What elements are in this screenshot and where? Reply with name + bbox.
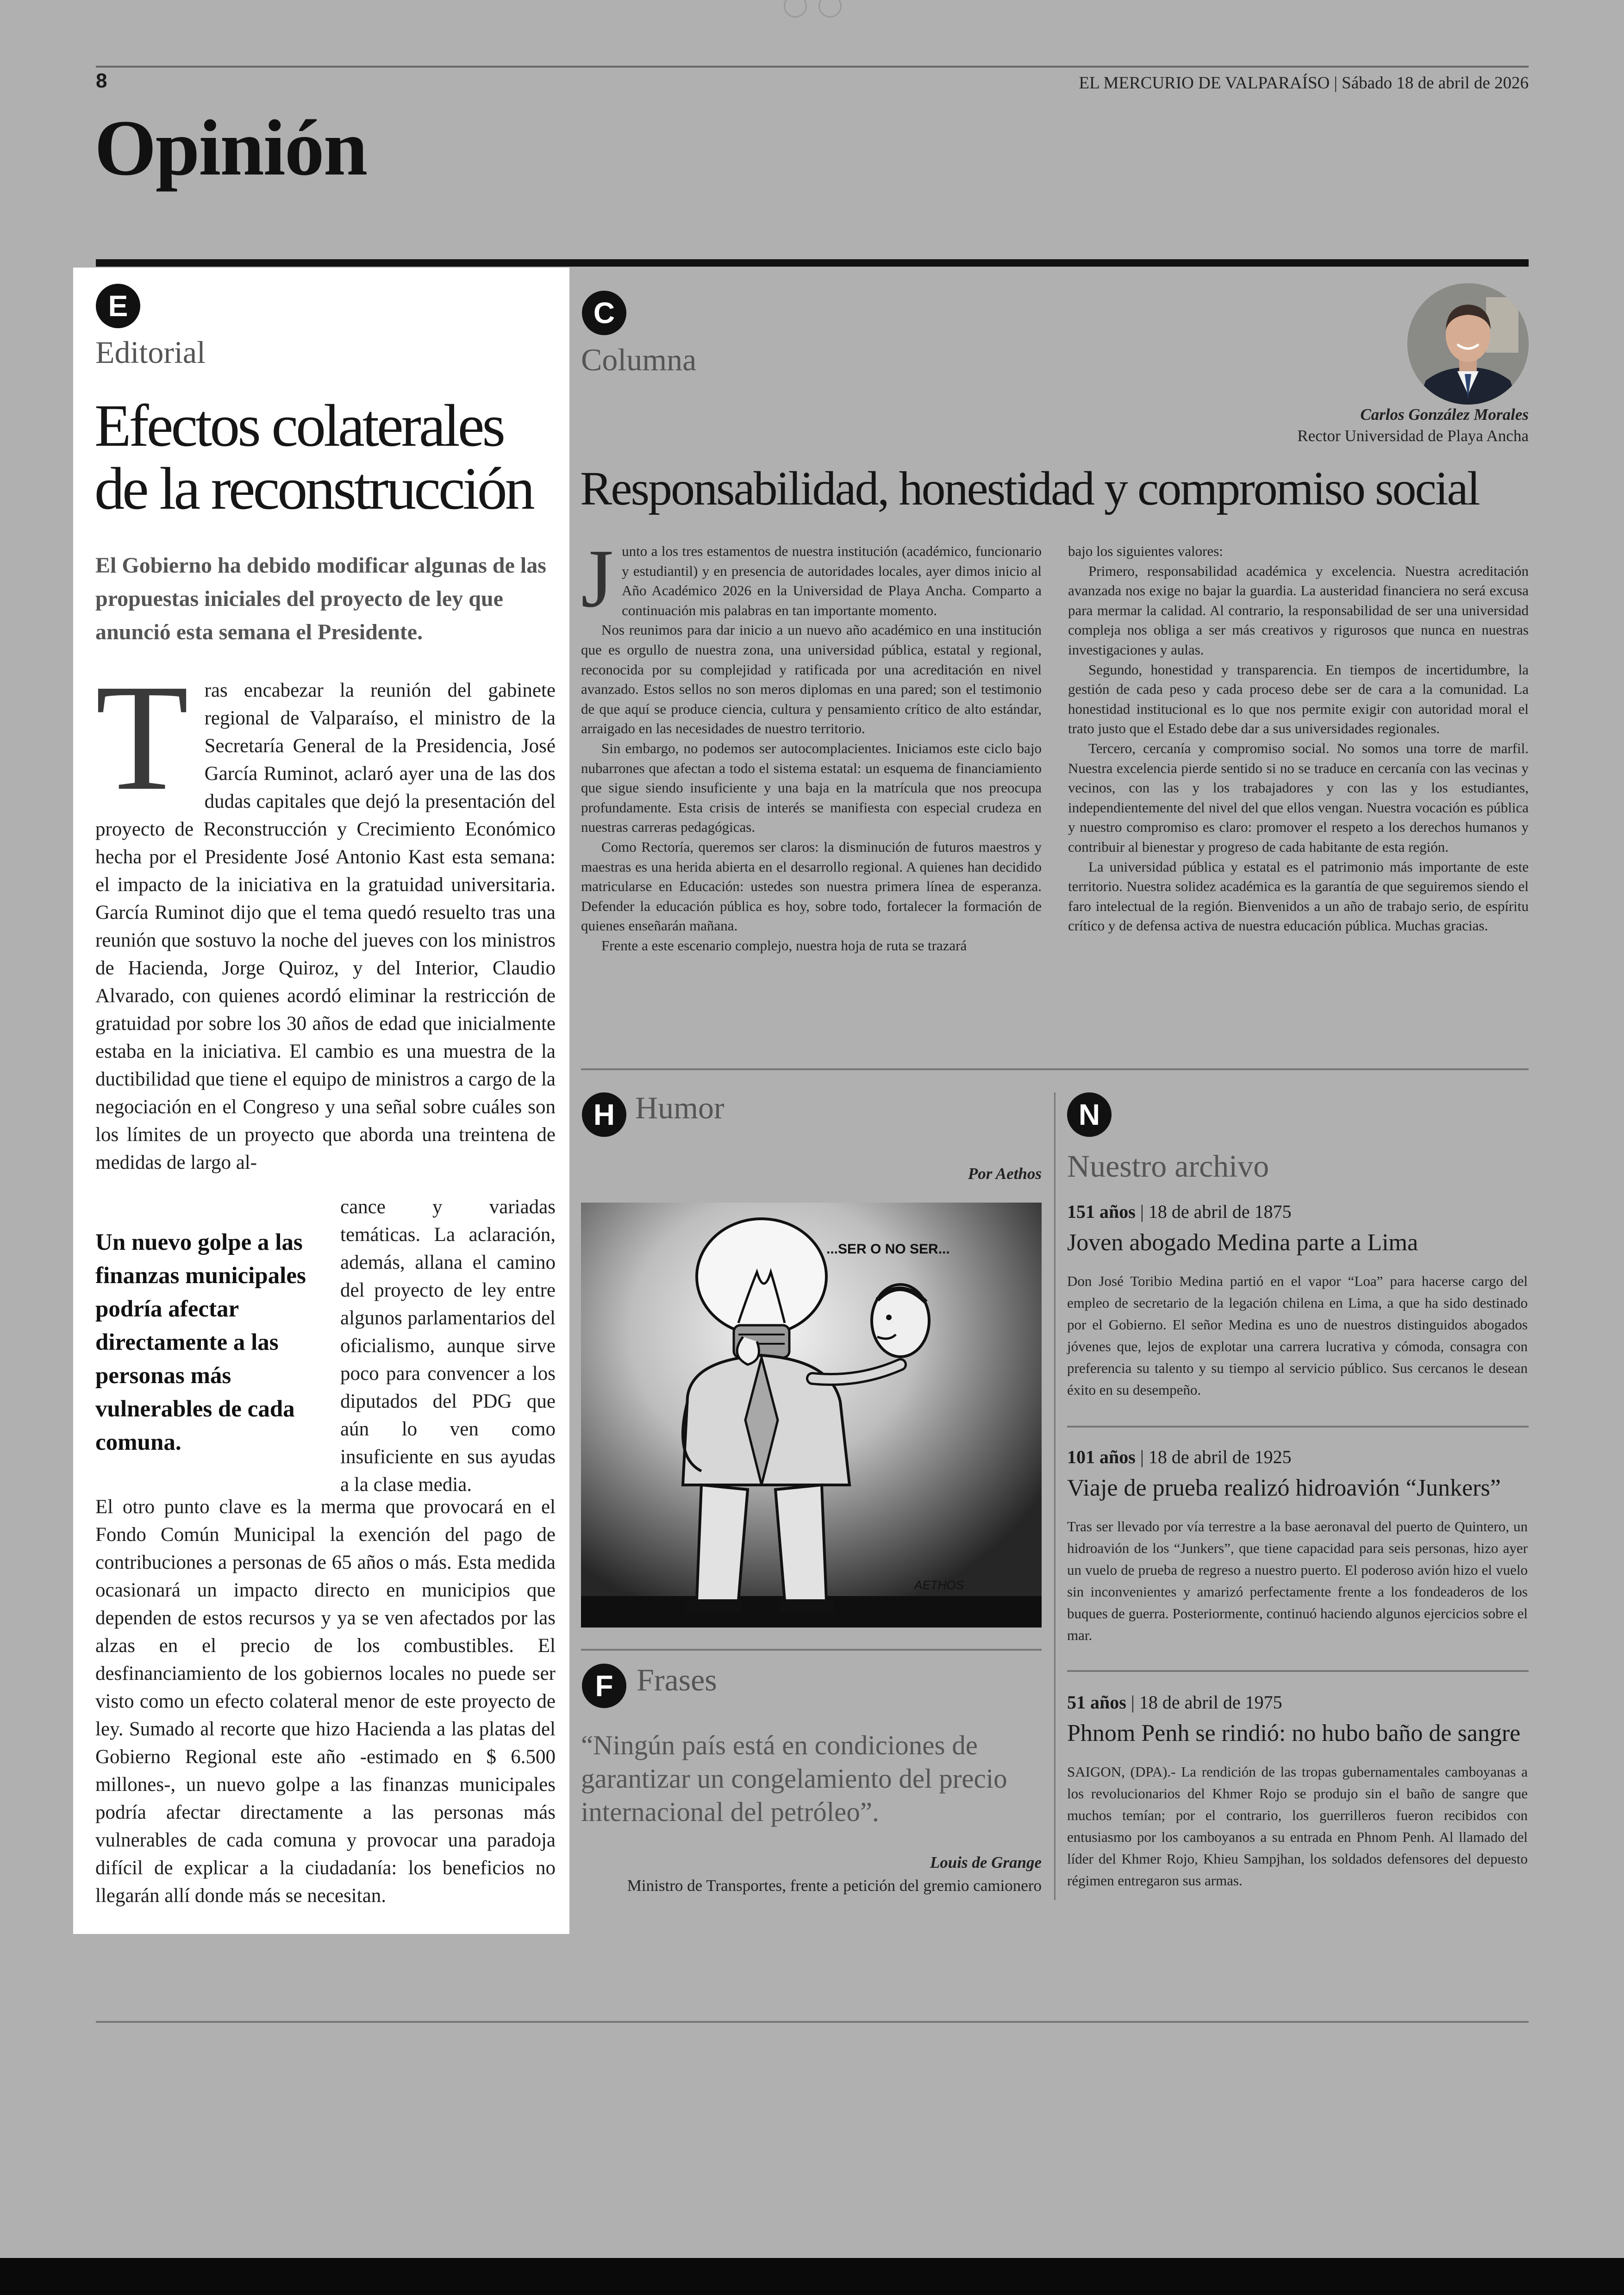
column-right-paragraph: Primero, responsabilidad académica y excelencia. Nuestra acreditación avanzada nos exige no bajar la guardia. La austeridad financiera no será excusa para mermar la calidad. Al contrario, la responsabilidad de ser una universidad compleja nos obliga a ser más creativos y rigurosos que nunca en nuestras investigaciones y aulas.: [1068, 562, 1529, 658]
column-bottom-rule: [581, 1068, 1529, 1070]
archive-item-title: Viaje de prueba realizó hidroavión “Junkers”: [1067, 1475, 1501, 1501]
archive-item: [1067, 1691, 1528, 1891]
cartoon-image: [581, 1203, 1042, 1628]
archive-item-title: Joven abogado Medina parte a Lima: [1067, 1229, 1418, 1256]
frases-badge: F: [582, 1664, 626, 1708]
page-bottom-rule: [96, 2021, 1529, 2023]
column-left-paragraph: Nos reunimos para dar inicio a un nuevo año académico en una institución que es orgullo de nuestra zona, una universidad pública, estatal y regional, reconocida por su complejidad y ratificada por una acreditación en nivel avanzado. Estos sellos no son meros diplomas en una pared; son el testimonio de que aquí se produce ciencia, cultura y pensamiento crítico de alto estándar, arraigado en las necesidades de nuestro territorio.: [581, 622, 1042, 737]
masthead-info: [1079, 73, 1529, 93]
page-number: 8: [96, 69, 107, 92]
editorial-paragraph-1: ras encabezar la reunión del gabinete regional de Valparaíso, el ministro de la Secretaría General de la Presidencia, José García Ruminot, aclaró ayer una de las dos dudas capitales que dejó la presentación del proyecto de Reconstrucción y Crecimiento Económico hecha por el Presidente José Antonio Kast esta semana: el impacto de la iniciativa en la gratuidad universitaria. García Ruminot dijo que el tema quedó resuelto tras una reunión que sostuvo la noche del jueves con los ministros de Hacienda, Jorge Quiroz, y del Interior, Claudio Alvarado, con quienes acordó eliminar la restricción de gratuidad por sobre los 30 años de edad que inicialmente estaba en la iniciativa. El cambio es una muestra de la ductibilidad que tiene el equipo de ministros a cargo de la negociación en el Congreso y una señal sobre cuáles son los límites de un proyecto que aborda una treintena de medidas de largo al-: [95, 680, 556, 1173]
issue-date: Sábado 18 de abril de 2026: [1342, 74, 1529, 93]
humor-credit: Por Aethos: [968, 1165, 1042, 1183]
editorial-body-top: [95, 653, 556, 1177]
archive-item-header: 151 años | 18 de abril de 1875: [1067, 1201, 1292, 1222]
column-left-paragraph: unto a los tres estamentos de nuestra institución (académico, funcionario y estudiantil) y en presencia de autoridades locales, ayer dimos inicio al Año Académico 2026 en la Universidad de Playa Ancha. Comparto a continuación mis palabras en tan importante momento.: [622, 543, 1042, 618]
archive-item-years: 151 años: [1067, 1201, 1136, 1222]
archive-item-date: 18 de abril de 1925: [1148, 1447, 1292, 1467]
column-author-name: Carlos González Morales: [1360, 405, 1529, 424]
archive-item-header: 51 años | 18 de abril de 1975: [1067, 1692, 1282, 1713]
header-top-rule: [96, 66, 1529, 68]
viewer-nav-prev[interactable]: [784, 0, 807, 18]
humor-badge: H: [582, 1092, 626, 1137]
archive-item-years: 51 años: [1067, 1692, 1126, 1713]
archive-item-years: 101 años: [1067, 1447, 1136, 1467]
author-portrait-icon: [1407, 283, 1529, 405]
column-dropcap: J: [581, 532, 614, 624]
archive-divider: [1067, 1426, 1529, 1428]
archive-item-header: 101 años | 18 de abril de 1925: [1067, 1447, 1292, 1467]
author-photo: [1407, 283, 1529, 405]
archive-divider: [1067, 1670, 1529, 1672]
archive-item: [1067, 1446, 1528, 1646]
archive-item-body: Don José Toribio Medina partió en el vapor “Loa” para hacerse cargo del empleo de secretario de la legación chilena en Lima, a que ha sido destinado por el Gobierno. El señor Medina es uno de nuestros distinguidos abogados jóvenes que, lejos de explotar una carrera lucrativa y cómoda, consagra con preferencia su talento y su tiempo al servicio público. Sus cercanos le desean éxito en su desempeño.: [1067, 1273, 1528, 1398]
editorial-paragraph-2: El otro punto clave es la merma que provocará en el Fondo Común Municipal la exención del pago de contribuciones a personas de 65 años o más. Esta medida ocasionará un impacto directo en municipios que dependen de estos recursos y ya se ven afectados por las alzas en el precio de los combustibles. El desfinanciamiento de los gobiernos locales no puede ser visto como un efecto colateral menor de este proyecto de ley. Sumado al recorte que hizo Hacienda a las platas del Gobierno Regional este año -estimado en $ 6.500 millones-, un nuevo golpe a las finanzas municipales podría afectar directamente a las personas más vulnerables de cada comuna y provocar una paradoja difícil de explicar a la ciudadanía: los beneficios no llegarán allí donde más se necesitan.: [95, 1496, 556, 1907]
archive-item-body: SAIGON, (DPA).- La rendición de las tropas gubernamentales camboyanas a los revolucionarios del Khmer Rojo se produjo sin el baño de sangre que muchos temían; por el contrario, los guerrilleros fueron recibidos con entusiasmo por los camboyanos a su entrada en Phnom Penh. Al llamado del líder del Khmer Rojo, Khieu Sampjhan, los soldados defensores del depuesto régimen entregaron sus armas.: [1067, 1764, 1528, 1889]
cartoon-bubble-text: ...SER O NO SER...: [826, 1241, 950, 1257]
frases-author: Louis de Grange: [930, 1853, 1042, 1871]
archivo-badge: N: [1067, 1092, 1112, 1137]
archive-item: [1067, 1201, 1528, 1401]
archivo-label: Nuestro archivo: [1067, 1148, 1269, 1184]
column-right-paragraph: Segundo, honestidad y transparencia. En tiempos de incertidumbre, la gestión de cada peso y cada proceso debe ser de cara a la comunidad. La honestidad institucional es lo que nos permite exigir con autoridad moral el trato justo que el Estado debe dar a sus universidades regionales.: [1068, 661, 1529, 737]
section-title: Opinión: [94, 104, 367, 192]
humor-label: Humor: [635, 1090, 725, 1125]
column-badge: C: [582, 291, 626, 335]
viewer-nav-next[interactable]: [818, 0, 842, 18]
viewer-bottom-bar: [0, 2258, 1624, 2295]
frases-quote: “Ningún país está en condiciones de garantizar un congelamiento del precio internacional del petróleo”.: [581, 1730, 1007, 1827]
column-left-paragraph: Frente a este escenario complejo, nuestra hoja de ruta se trazará: [601, 937, 967, 954]
frases-context: Ministro de Transportes, frente a petición del gremio camionero: [627, 1877, 1042, 1895]
editorial-label: Editorial: [95, 335, 206, 370]
editorial-pullquote: Un nuevo golpe a las finanzas municipales podría afectar directamente a las personas más vulnerables de cada comuna.: [95, 1229, 306, 1455]
column-author-role: Rector Universidad de Playa Ancha: [1297, 427, 1529, 445]
lightbulb-head-icon: [697, 1219, 826, 1335]
editorial-title: [94, 394, 567, 520]
archive-item-date: 18 de abril de 1975: [1139, 1692, 1282, 1713]
column-right-paragraph: La universidad pública y estatal es el patrimonio más importante de este territorio. Nuestra solidez académica es la garantía de que seguiremos siendo el faro intelectual de la región. Bienvenidos a un año de trabajo serio, de espíritu crítico y de defensa activa de nuestra educación pública. Muchas gracias.: [1068, 858, 1529, 934]
column-label: Columna: [581, 342, 697, 377]
archive-item-title: Phnom Penh se rindió: no hubo baño de sangre: [1067, 1720, 1521, 1746]
editorial-paragraph-1-cont: cance y variadas temáticas. La aclaración, además, allana el camino del proyecto de ley entre algunos parlamentarios del oficialismo, aunque sirve poco para convencer a los diputados del PDG que aún lo ven como insuficiente en sus ayudas a la clase media.: [340, 1196, 556, 1496]
archive-item-body: Tras ser llevado por vía terrestre a la base aeronaval del puerto de Quintero, un hidroavión de los “Junkers”, que tiene capacidad para seis personas, hizo ayer un vuelo de prueba de regreso a nuestro puerto. El poderoso avión hizo el vuelo sin inconvenientes y amarizó perfectamente frente a los fondeaderos de los buques de guerra. Posteriormente, continuó haciendo algunos ejercicios sobre el mar.: [1067, 1518, 1528, 1643]
column-right-paragraph: bajo los siguientes valores:: [1068, 543, 1223, 559]
newspaper-name: EL MERCURIO DE VALPARAÍSO: [1079, 74, 1330, 93]
editorial-badge: E: [96, 284, 140, 328]
column-left-paragraph: Sin embargo, no podemos ser autocomplacientes. Iniciamos este ciclo bajo nubarrones que afectan a todo el sistema estatal: un esquema de financiamiento que sigue siendo insuficiente y una baja en la matrícula que nos preocupa profundamente. Esta crisis de interés se manifiesta con especial crudeza en nuestras carreras pedagógicas.: [581, 740, 1042, 836]
column-title: Responsabilidad, honestidad y compromiso social: [580, 462, 1479, 515]
section-thick-rule: [96, 259, 1529, 267]
editorial-title-line2: de la reconstrucción: [94, 455, 533, 522]
column-body-left: [581, 532, 1042, 955]
cartoon-signature: AETHOS: [914, 1578, 964, 1592]
archive-item-date: 18 de abril de 1875: [1148, 1201, 1292, 1222]
editorial-lead: El Gobierno ha debido modificar algunas de las propuestas iniciales del proyecto de ley que anunció esta semana el Presidente.: [95, 553, 546, 644]
frases-label: Frases: [637, 1662, 717, 1697]
column-body-right: [1068, 542, 1529, 936]
humor-bottom-rule: [581, 1649, 1042, 1651]
humor-archive-divider: [1054, 1092, 1056, 1900]
editorial-dropcap: T: [95, 653, 189, 822]
cartoon-illustration: [581, 1203, 1042, 1628]
header-separator: |: [1330, 74, 1342, 93]
editorial-title-line1: Efectos colaterales: [94, 393, 504, 459]
column-left-paragraph: Como Rectoría, queremos ser claros: la disminución de futuros maestros y maestras es una herida abierta en el desarrollo regional. A quienes han decidido matricularse en Educación: ustedes son nuestra primera línea de esperanza. Defender la educación pública es hoy, sobre todo, fortalecer la formación de quienes enseñarán mañana.: [581, 838, 1042, 934]
column-right-paragraph: Tercero, cercanía y compromiso social. No somos una torre de marfil. Nuestra excelencia pierde sentido si no se traduce en cercanía con las vecinas y vecinos, con las y los trabajadores y con las y los estudiantes, independientemente del nivel del que ellos vengan. Nuestra vocación es pública y nuestro compromiso es claro: promover el respeto a los derechos humanos y contribuir al bienestar y progreso de cada habitante de esta región.: [1068, 740, 1529, 855]
